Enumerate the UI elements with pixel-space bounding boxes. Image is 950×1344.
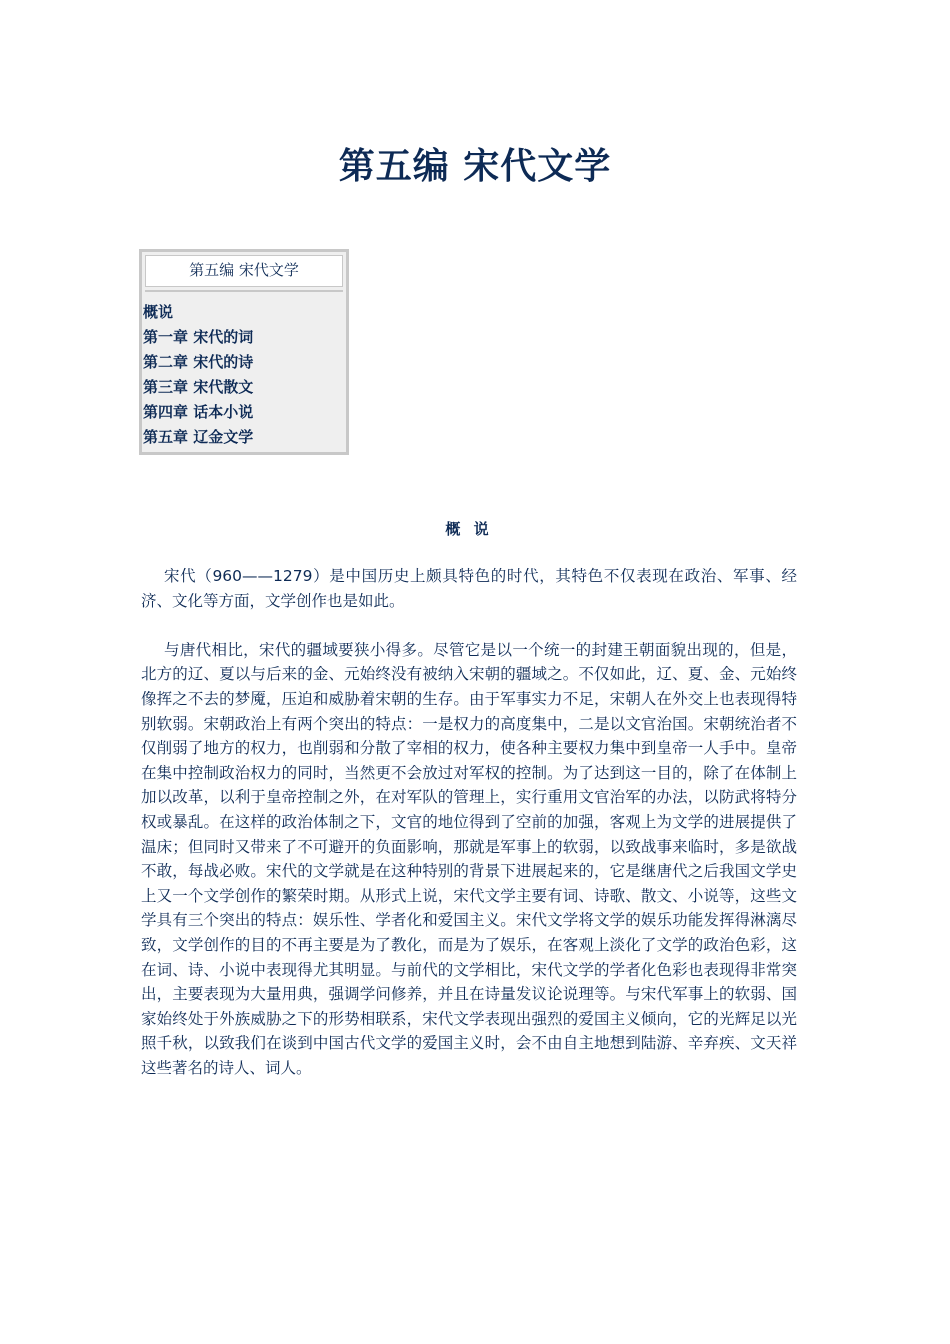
table-of-contents: [139, 249, 349, 455]
section-body: [141, 564, 797, 1105]
page-title: 第五编 宋代文学: [338, 146, 612, 187]
toc-link-overview[interactable]: 概说: [143, 303, 174, 321]
paragraph: 与唐代相比，宋代的疆域要狭小得多。尽管它是以一个统一的封建王朝面貌出现的，但是，北方的辽、夏以与后来的金、元始终没有被纳入宋朝的疆域之。不仅如此，辽、夏、金、元始终像挥之不去的梦魇，压迫和威胁着宋朝的生存。由于军事实力不足，宋朝人在外交上也表现得特别软弱。宋朝政治上有两个突出的特点：一是权力的高度集中，二是以文官治国。宋朝统治者不仅削弱了地方的权力，也削弱和分散了宰相的权力，使各种主要权力集中到皇帝一人手中。皇帝在集中控制政治权力的同时，当然更不会放过对军权的控制。为了达到这一目的，除了在体制上加以改革，以利于皇帝控制之外，在对军队的管理上，实行重用文官治军的办法，以防武将特分权或暴乱。在这样的政治体制之下，文官的地位得到了空前的加强，客观上为文学的进展提供了温床；但同时又带来了不可避开的负面影响，那就是军事上的软弱，以致战事来临时，多是欲战不敢，每战必败。宋代的文学就是在这种特别的背景下进展起来的，它是继唐代之后我国文学史上又一个文学创作的繁荣时期。从形式上说，宋代文学主要有词、诗歌、散文、小说等，这些文学具有三个突出的特点：娱乐性、学者化和爱国主义。宋代文学将文学的娱乐功能发挥得淋漓尽致，文学创作的目的不再主要是为了教化，而是为了娱乐，在客观上淡化了文学的政治色彩，这在词、诗、小说中表现得尤其明显。与前代的文学相比，宋代文学的学者化色彩也表现得非常突出，主要表现为大量用典，强调学问修养，并且在诗量发议论说理等。与宋代军事上的软弱、国家始终处于外族威胁之下的形势相联系，宋代文学表现出强烈的爱国主义倾向，它的光辉足以光照千秋，以致我们在谈到中国古代文学的爱国主义时，会不由自主地想到陆游、辛弃疾、文天祥这些著名的诗人、词人。: [141, 640, 797, 1077]
toc-link-chapter-1[interactable]: 第一章 宋代的词: [143, 328, 254, 346]
section-heading: 概 说: [445, 520, 493, 538]
toc-link-chapter-5[interactable]: 第五章 辽金文学: [143, 428, 254, 446]
toc-link-chapter-3[interactable]: 第三章 宋代散文: [143, 378, 254, 396]
paragraph: 宋代（960——1279）是中国历史上颇具特色的时代，其特色不仅表现在政治、军事、经济、文化等方面，文学创作也是如此。: [141, 567, 797, 610]
toc-header: 第五编 宋代文学: [145, 255, 343, 287]
toc-link-chapter-4[interactable]: 第四章 话本小说: [143, 403, 254, 421]
toc-list: [142, 300, 346, 450]
toc-link-chapter-2[interactable]: 第二章 宋代的诗: [143, 353, 254, 371]
toc-divider: [145, 290, 343, 292]
